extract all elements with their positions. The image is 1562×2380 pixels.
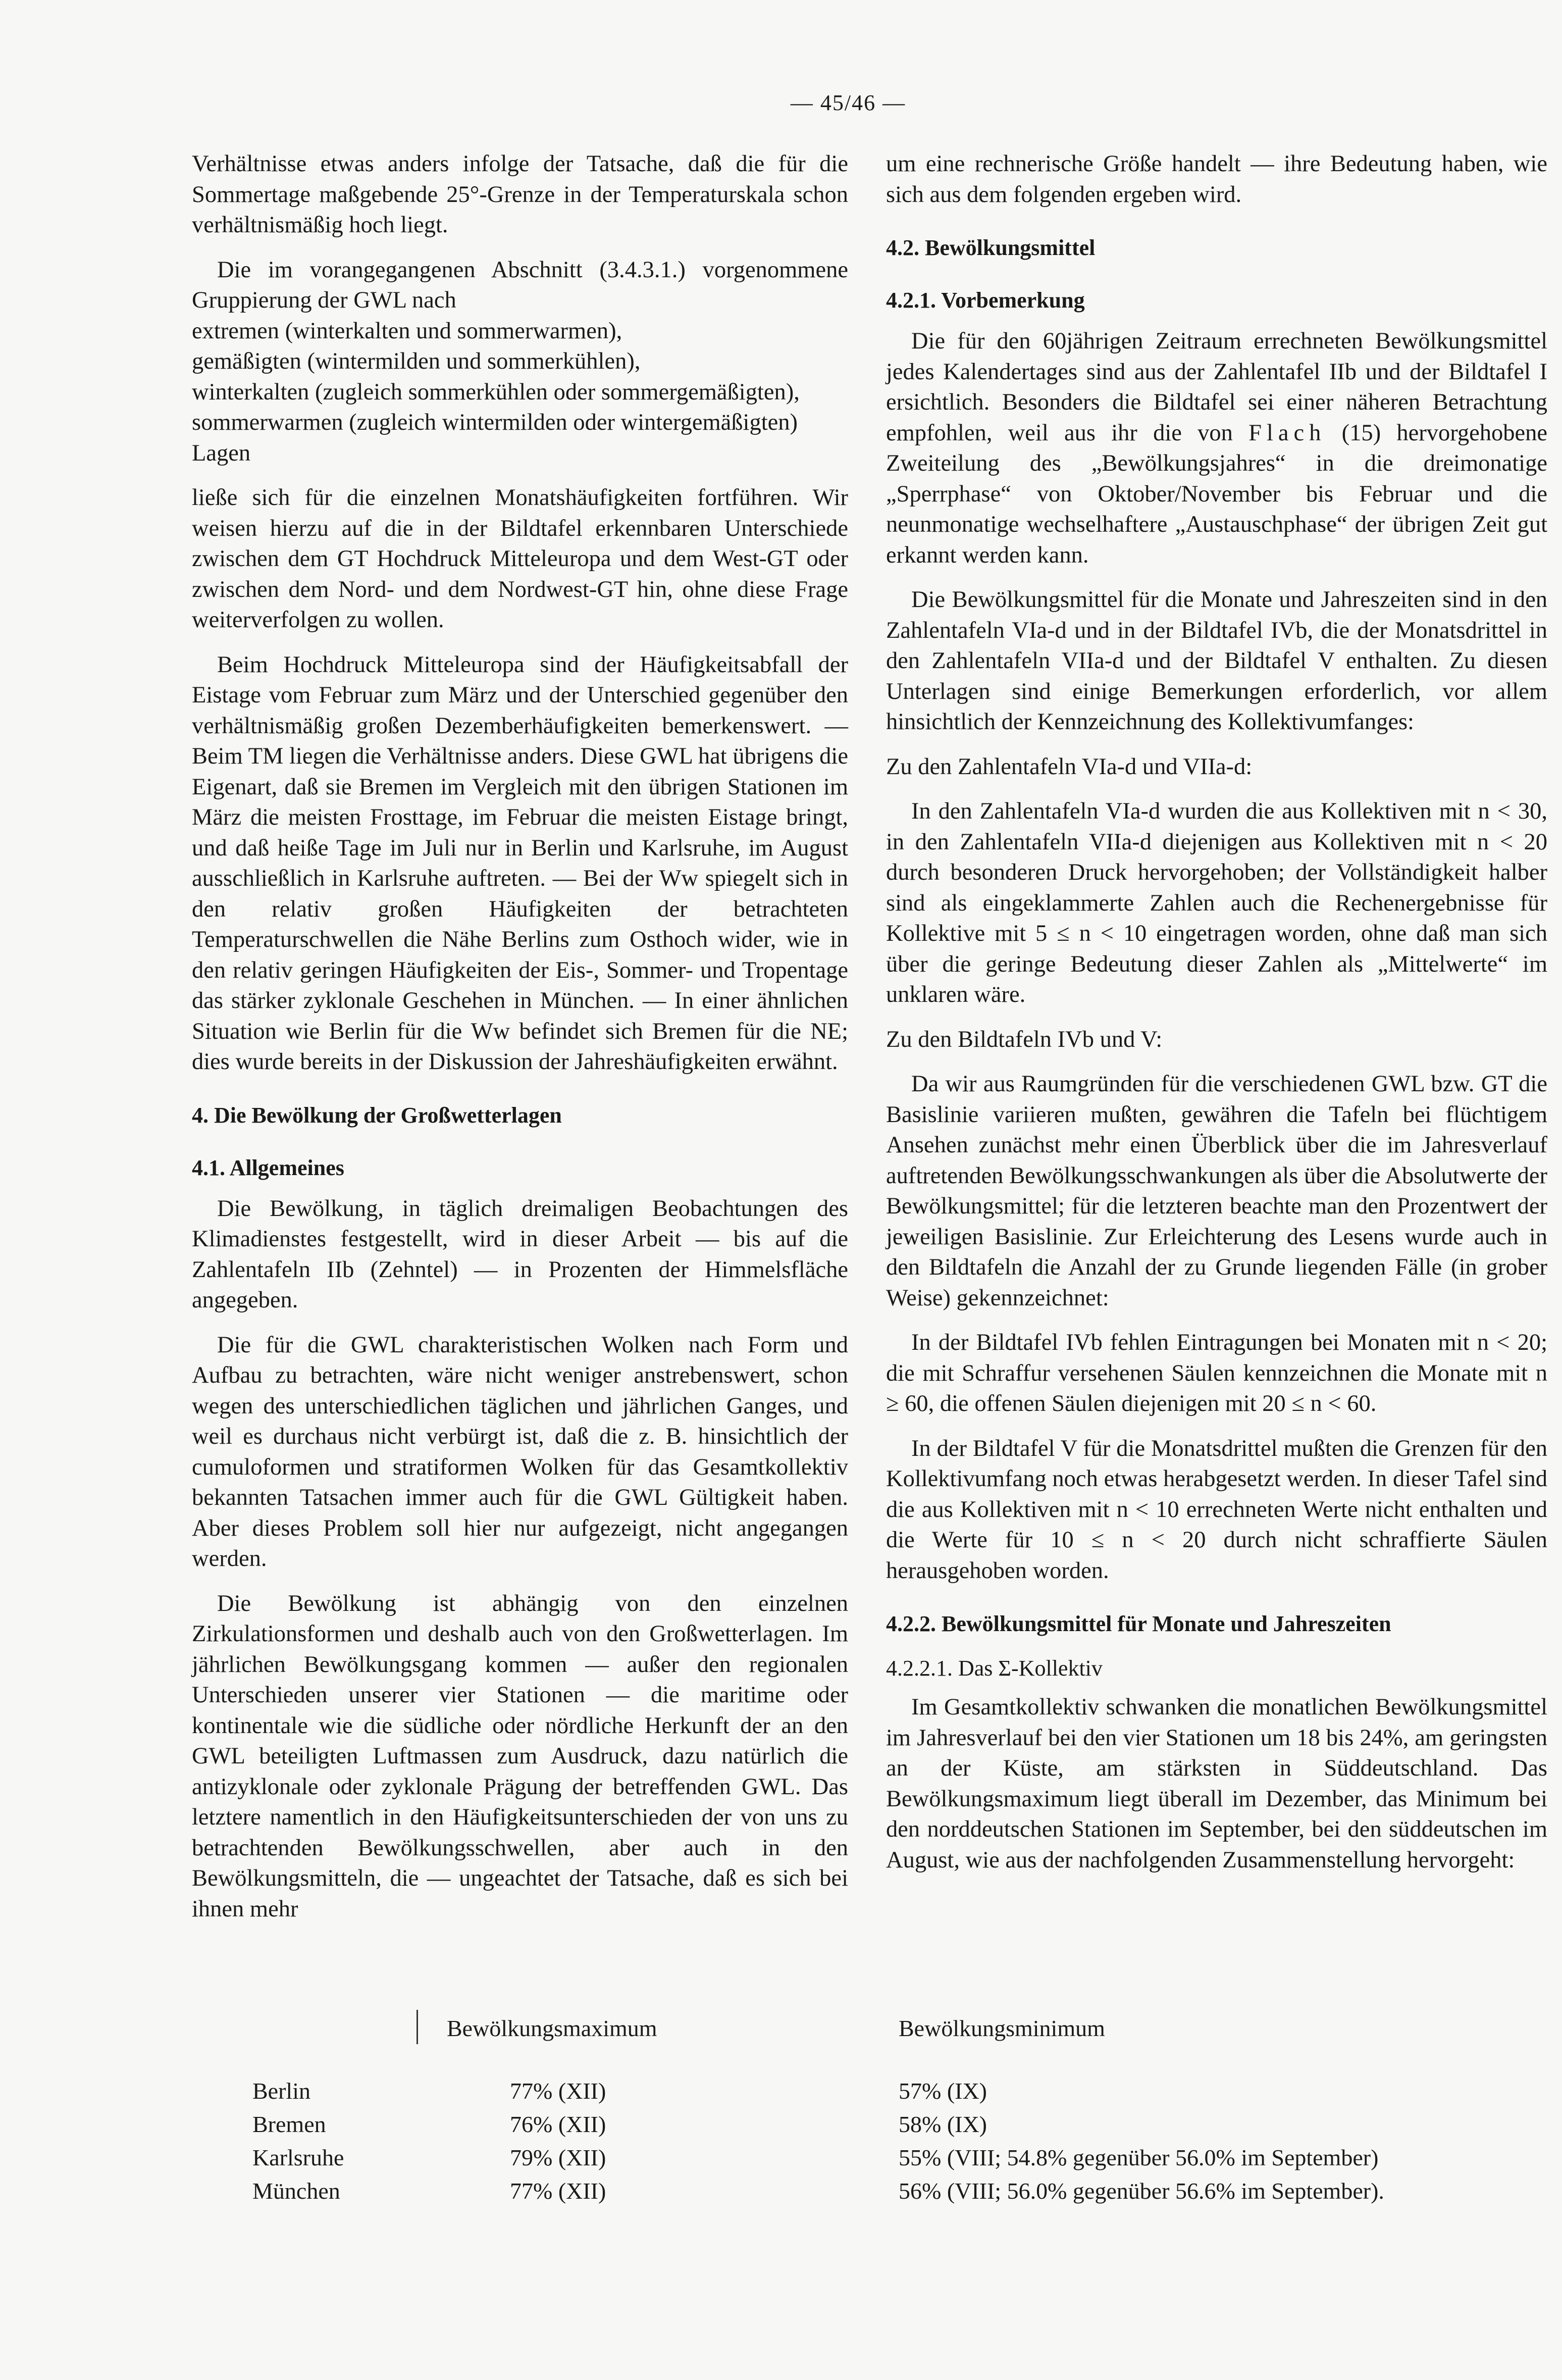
max-cell: 77% (XII) <box>510 2178 606 2204</box>
left-column <box>192 149 848 1939</box>
right-column <box>886 149 1547 1890</box>
subsubsection-heading: 4.2.2.1. Das Σ-Kollektiv <box>886 1656 1103 1681</box>
paragraph: Beim Hochdruck Mitteleuropa sind der Häufigkeitsabfall der Eistage vom Februar zum März und der Unterschied gegenüber den verhältnismäßig großen Dezemberhäufigkeiten bemerkenswert. — Beim TM liegen die Verhältnisse anders. Diese GWL hat übrigens die Eigenart, daß sie Bremen im Vergleich mit den übrigen Stationen im März die meisten Frosttage, im Februar die meisten Eistage bringt, und daß heiße Tage im Juli nur in Berlin und Karlsruhe, im August ausschließlich in Karlsruhe auftreten. — Bei der Ww spiegelt sich in den relativ großen Häufigkeiten der betrachteten Temperaturschwellen die Nähe Berlins zum Osthoch wider, wie in den relativ geringen Häufigkeiten der Eis-, Sommer- und Tropentage das stärker zyklonale Geschehen in München. — In einer ähnlichen Situation wie Berlin für die Ww befindet sich Bremen für die NE; dies wurde bereits in der Diskussion der Jahreshäufigkeiten erwähnt. <box>192 651 848 1075</box>
min-cell: 55% (VIII; 54.8% gegenüber 56.0% im September) <box>899 2145 1379 2170</box>
paragraph: In der Bildtafel IVb fehlen Eintragungen bei Monaten mit n < 20; die mit Schraffur versehenen Säulen kennzeichnen die Monate mit n ≥ 60, die offenen Säulen diejenigen mit 20 ≤ n < 60. <box>886 1330 1547 1416</box>
paragraph: Die im vorangegangenen Abschnitt (3.4.3.1.) vorgenommene Gruppierung der GWL nach <box>192 257 848 313</box>
paragraph: Die Bewölkungsmittel für die Monate und Jahreszeiten sind in den Zahlentafeln VIa-d und in der Bildtafel IVb, die der Monatsdrittel in den Zahlentafeln VIIa-d und der Bildtafel V enthalten. Zu diesen Unterlagen sind einige Bemerkungen erforderlich, vor allem hinsichtlich der Kennzeichnung des Kollektivumfanges: <box>886 587 1547 735</box>
subsection-heading: 4.2.2. Bewölkungsmittel für Monate und Jahreszeiten <box>886 1611 1391 1636</box>
paragraph: In der Bildtafel V für die Monatsdrittel mußten die Grenzen für den Kollektivumfang noch etwas herabgesetzt werden. In dieser Tafel sind die aus Kollektiven mit n < 10 errechneten Werte nicht enthalten und die Werte für 10 ≤ n < 20 durch nicht schraffierte Säulen herausgehoben worden. <box>886 1435 1547 1584</box>
station-cell: Bremen <box>252 2111 326 2137</box>
paragraph-text: Die für den 60jährigen Zeitraum errechneten Bewölkungsmittel jedes Kalendertages sind aus der Zahlentafel IIb und der Bildtafel I ersichtlich. Besonders die Bildtafel sei einer näheren Betrachtung empfohlen, weil aus ihr die von <box>886 328 1547 446</box>
paragraph-text: (15) hervorgehobene Zweiteilung des „Bewölkungsjahres“ in die dreimonatige „Sperrphase“ von Oktober/November bis Februar und die neunmonatige wechselhaftere „Austauschphase“ der übrigen Zeit gut erkannt werden kann. <box>886 420 1548 568</box>
table-header: Bewölkungsminimum <box>899 2015 1105 2041</box>
table-row <box>252 2178 1474 2211</box>
station-cell: Karlsruhe <box>252 2145 344 2170</box>
section-heading: 4. Die Bewölkung der Großwetterlagen <box>192 1102 562 1128</box>
max-cell: 76% (XII) <box>510 2111 606 2137</box>
table-row <box>252 2111 1474 2144</box>
station-cell: Berlin <box>252 2078 310 2104</box>
paragraph: Da wir aus Raumgründen für die verschiedenen GWL bzw. GT die Basislinie variieren mußten, gewähren die Tafeln bei flüchtigem Ansehen zunächst mehr einen Überblick über die im Jahresverlauf auftretenden Bewölkungsschwankungen als über die Absolutwerte der Bewölkungsmittel; für die letzteren beachte man den Prozentwert der jeweiligen Basislinie. Zur Erleichterung des Lesens wurde auch in den Bildtafeln die Anzahl der zu Grunde liegenden Fälle (in grober Weise) gekennzeichnet: <box>886 1071 1547 1311</box>
paragraph: Verhältnisse etwas anders infolge der Tatsache, daß die für die Sommertage maßgebende 25°-Grenze in der Temperaturskala schon verhältnismäßig hoch liegt. <box>192 151 848 238</box>
paragraph: Die Bewölkung ist abhängig von den einzelnen Zirkulationsformen und deshalb auch von den Großwetterlagen. Im jährlichen Bewölkungsgang kommen — außer den regionalen Unterschieden unserer vier Stationen — die maritime oder kontinentale wie die südliche oder nördliche Herkunft der an den GWL beteiligten Luftmassen zum Ausdruck, dazu natürlich die antizyklonale oder zyklonale Prägung der betreffenden GWL. Das letztere namentlich in den Häufigkeitsunterschieden der von uns zu betrachtenden Bewölkungsschwellen, aber auch in den Bewölkungsmitteln, die — ungeachtet der Tatsache, daß es sich bei ihnen mehr <box>192 1590 848 1922</box>
table-header: Bewölkungsmaximum <box>447 2015 657 2041</box>
cloud-summary-table <box>252 2015 1474 2211</box>
paragraph: Zu den Zahlentafeln VIa-d und VIIa-d: <box>886 753 1253 780</box>
paragraph: um eine rechnerische Größe handelt — ihre Bedeutung haben, wie sich aus dem folgenden ergeben wird. <box>886 151 1547 208</box>
min-cell: 56% (VIII; 56.0% gegenüber 56.6% im September). <box>899 2178 1384 2204</box>
paragraph <box>886 326 1547 571</box>
subsection-heading: 4.2.1. Vorbemerkung <box>886 288 1085 313</box>
paragraph: Zu den Bildtafeln IVb und V: <box>886 1026 1163 1052</box>
table-header <box>252 2015 409 2078</box>
page-number: — 45/46 — <box>790 90 906 115</box>
table-header-row <box>252 2015 1474 2078</box>
paragraph: ließe sich für die einzelnen Monatshäufigkeiten fortführen. Wir weisen hierzu auf die in der Bildtafel erkennbaren Unterschiede zwischen dem GT Hochdruck Mitteleuropa und dem West-GT oder zwischen dem Nord- und dem Nordwest-GT hin, ohne diese Frage weiterverfolgen zu wollen. <box>192 485 848 633</box>
list-item: gemäßigten (wintermilden und sommerkühlen), <box>192 348 641 374</box>
min-cell: 57% (IX) <box>899 2078 987 2104</box>
paragraph: Die für die GWL charakteristischen Wolken nach Form und Aufbau zu betrachten, wäre nicht weniger anstrebenswert, schon wegen des unterschiedlichen täglichen und jährlichen Ganges, und weil es durchaus nicht verbürgt ist, daß die z. B. hinsichtlich der cumuloformen und stratiformen Wolken für das Gesamtkollektiv bekannten Tatsachen immer auch für die GWL Gültigkeit haben. Aber dieses Problem soll hier nur aufgezeigt, nicht angegangen werden. <box>192 1332 848 1572</box>
max-cell: 77% (XII) <box>510 2078 606 2104</box>
author-name: Flach <box>1248 420 1326 446</box>
table-row <box>252 2078 1474 2111</box>
station-cell: München <box>252 2178 340 2204</box>
section-heading: 4.2. Bewölkungsmittel <box>886 235 1096 260</box>
paragraph: In den Zahlentafeln VIa-d wurden die aus Kollektiven mit n < 30, in den Zahlentafeln VIIa-d diejenigen aus Kollektiven mit n < 20 durch besonderen Druck hervorgehoben; der Vollständigkeit halber sind als eingeklammerte Zahlen auch die Rechenergebnisse für Kollektive mit 5 ≤ n < 10 eingetragen worden, ohne daß man sich über die geringe Bedeutung dieser Zahlen als „Mittelwerte“ im unklaren wäre. <box>886 798 1547 1007</box>
list-item: winterkalten (zugleich sommerkühlen oder sommergemäßigten), <box>192 379 800 405</box>
paragraph: Die Bewölkung, in täglich dreimaligen Beobachtungen des Klimadienstes festgestellt, wird in dieser Arbeit — bis auf die Zahlentafeln IIb (Zehntel) — in Prozenten der Himmelsfläche angegeben. <box>192 1195 848 1313</box>
subsection-heading: 4.1. Allgemeines <box>192 1155 344 1180</box>
list-item: extremen (winterkalten und sommerwarmen), <box>192 318 622 344</box>
list-item: sommerwarmen (zugleich wintermilden oder wintergemäßigten) Lagen <box>192 410 798 466</box>
min-cell: 58% (IX) <box>899 2111 987 2137</box>
paragraph: Im Gesamtkollektiv schwanken die monatlichen Bewölkungsmittel im Jahresverlauf bei den vier Stationen um 18 bis 24%, am geringsten an der Küste, am stärksten in Süddeutschland. Das Bewölkungsmaximum liegt überall im Dezember, das Minimum bei den norddeutschen Stationen im September, bei den süddeutschen im August, wie aus der nachfolgenden Zusammenstellung hervorgeht: <box>886 1694 1547 1873</box>
max-cell: 79% (XII) <box>510 2145 606 2170</box>
table-row <box>252 2144 1474 2178</box>
